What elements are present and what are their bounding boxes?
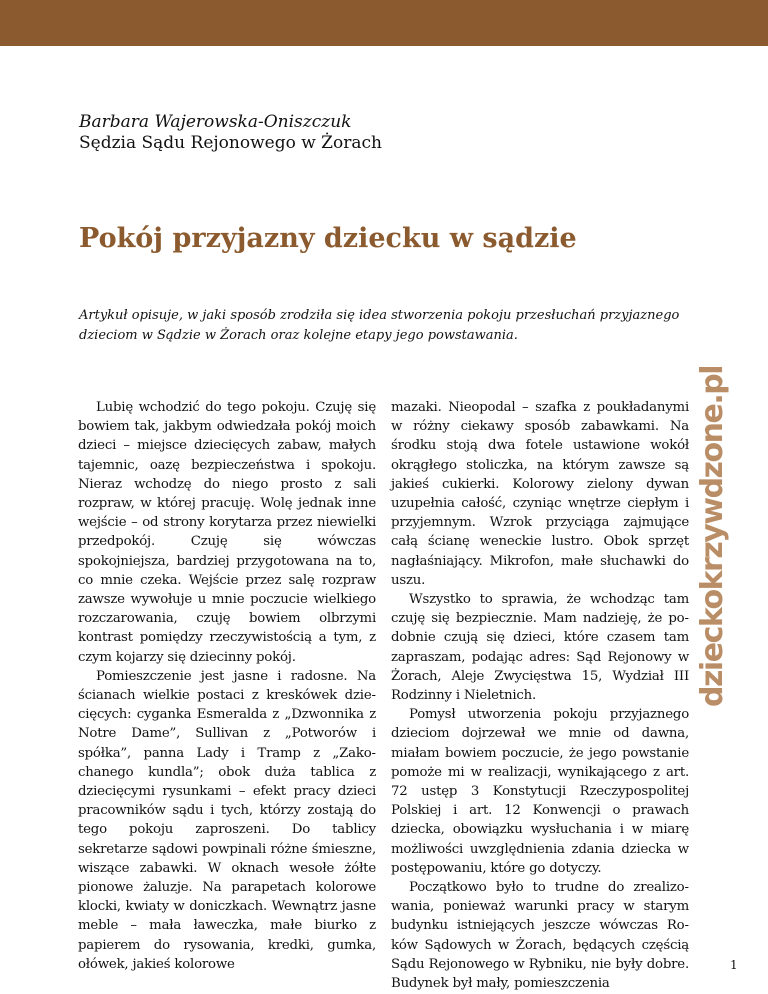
article-title: Pokój przyjazny dziecku w sądzie — [79, 223, 577, 254]
watermark-text: dzieckokrzywdzone.pl — [694, 365, 730, 707]
author-block — [79, 112, 382, 154]
article-abstract: Artykuł opisuje, w jaki sposób zrodziła się idea stworzenia pokoju przesłuchań przyjaznego dzieciom w Sądzie w Żorach oraz kolejne etapy jego powstawania. — [79, 308, 680, 343]
body-column-left — [78, 398, 376, 974]
header-color-bar — [0, 0, 768, 46]
watermark — [688, 365, 736, 707]
body-column-right — [391, 398, 689, 993]
paragraph: Pomieszczenie jest jasne i radosne. Na ścianach wielkie postaci z kreskówek dziecięcych: cyganka Esmeralda z „Dzwonnika z Notre Dame”, Sullivan z „Potworów i spółka”, panna Lady i Tramp z „Zakochanego kundla”; obok duża tablica z dziecięcymi rysunkami – efekt pracy dzieci pracowników sądu i tych, którzy zostają do tego pokoju zaproszeni. Do tablicy sekretarze sądowi powpinali różne śmieszne, wiszące zabawki. W oknach wesołe żółte pionowe żaluzje. Na parapetach kolorowe klocki, kwiaty w doniczkach. Wewnątrz jasne meble – mała ławeczka, małe biurko z papierem do rysowania, kredki, gumka, ołówek, jakieś kolorowe — [78, 668, 376, 972]
page-number: 1 — [730, 958, 738, 972]
paragraph: Pomysł utworzenia pokoju przyjaznego dzieciom dojrzewał we mnie od dawna, miałam bowiem poczucie, że jego powstanie pomoże mi w realizacji, wynikającego z art. 72 ustęp 3 Konstytucji Rzeczypospolitej Polskiej i art. 12 Konwencji o prawach dziecka, obowiązku wysłuchania i w miarę możliwości uwzględnienia zdania dziecka w postępowaniu, które go dotyczy. — [391, 707, 689, 876]
author-name: Barbara Wajerowska-Oniszczuk — [79, 112, 352, 132]
paragraph: Lubię wchodzić do tego pokoju. Czuję się bowiem tak, jakbym odwiedzała pokój moich dzieci – miejsce dziecięcych zabaw, małych tajemnic, oazę bezpieczeństwa i spokoju. Nieraz wchodzę do niego prosto z sali rozpraw, w której pracuję. Wolę jednak inne wejście – od strony korytarza przez niewielki przedpokój. Czuję się wówczas spokojniejsza, bardziej przygotowana na to, co mnie czeka. Wejście przez salę rozpraw zawsze wywołuje u mnie poczucie wielkiego rozczarowania, czuję bowiem olbrzymi kontrast pomiędzy rzeczywistością a tym, z czym kojarzy się dziecinny pokój. — [78, 400, 376, 665]
paragraph: mazaki. Nieopodal – szafka z poukładanymi w różny ciekawy sposób zabawkami. Na środku stoją dwa fotele ustawione wokół okrągłego stoliczka, na którym zawsze są jakieś cukierki. Kolorowy zielony dywan uzupełnia całość, czyniąc wnętrze ciepłym i przyjemnym. Wzrok przyciąga zajmujące całą ścianę weneckie lustro. Obok sprzęt nagłaśniający. Mikrofon, małe słuchawki do uszu. — [391, 400, 689, 588]
paragraph: Początkowo było to trudne do zrealizowania, ponieważ warunki pracy w starym budynku istniejących jeszcze wówczas Roków Sądowych w Żorach, będących częścią Sądu Rejonowego w Rybniku, nie były dobre. Budynek był mały, pomieszczenia — [391, 880, 689, 992]
paragraph: Wszystko to sprawia, że wchodząc tam czuję się bezpiecznie. Mam nadzieję, że podobnie czują się dzieci, które czasem tam zapraszam, podając adres: Sąd Rejonowy w Żorach, Aleje Zwycięstwa 15, Wydział III Rodzinny i Nieletnich. — [391, 592, 689, 704]
author-position: Sędzia Sądu Rejonowego w Żorach — [79, 133, 382, 153]
